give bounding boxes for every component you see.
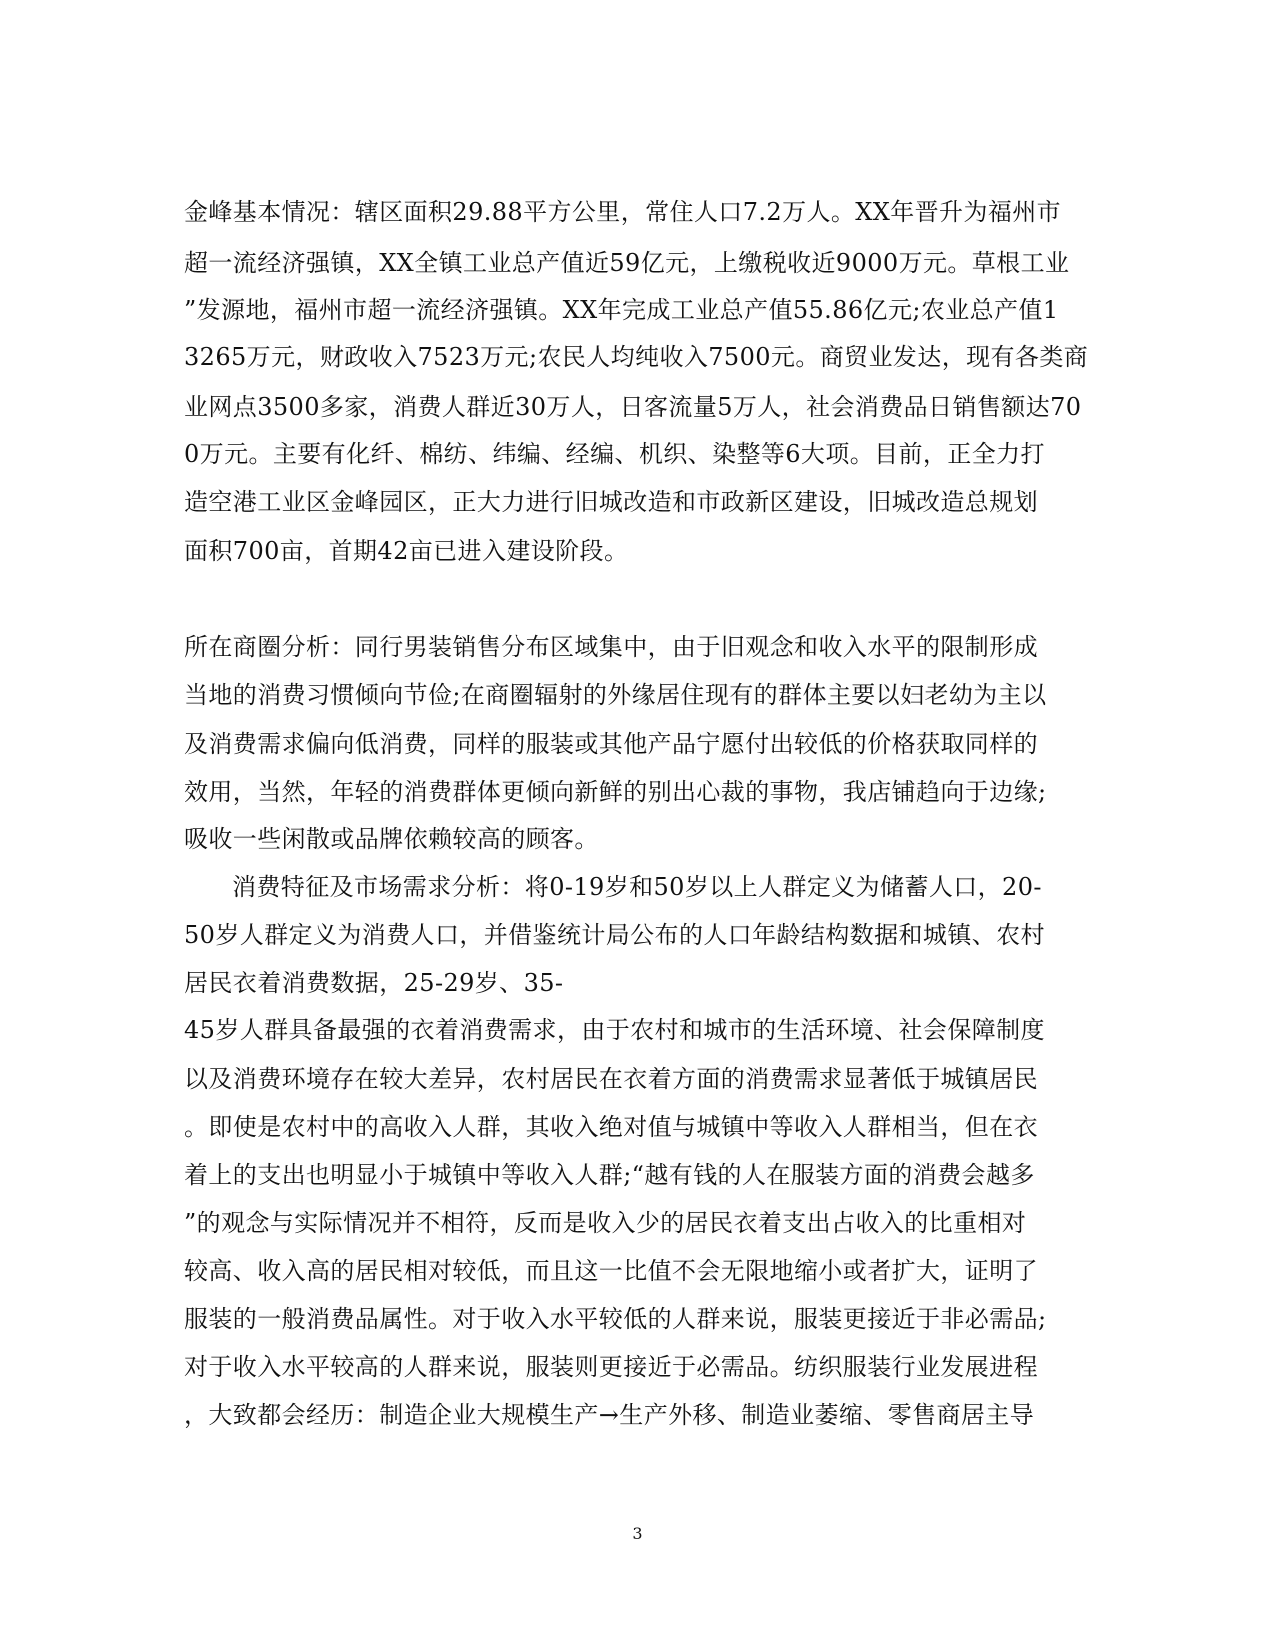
text-line-14: 消费特征及市场需求分析：将0-19岁和50岁以上人群定义为储蓄人口，20- [232, 873, 1042, 901]
text-line-16: 居民衣着消费数据，25-29岁、35- [184, 969, 564, 997]
text-line-12: 效用，当然，年轻的消费群体更倾向新鲜的别出心裁的事物，我店铺趋向于边缘; [184, 778, 1047, 806]
text-line-3: ”发源地，福州市超一流经济强镇。XX年完成工业总产值55.86亿元;农业总产值1 [184, 296, 1059, 324]
page-number: 3 [632, 1524, 643, 1543]
text-line-23: 服装的一般消费品属性。对于收入水平较低的人群来说，服装更接近于非必需品; [184, 1305, 1047, 1333]
text-line-17: 45岁人群具备最强的衣着消费需求，由于农村和城市的生活环境、社会保障制度 [184, 1016, 1045, 1044]
text-line-5: 业网点3500多家，消费人群近30万人，日客流量5万人，社会消费品日销售额达70 [184, 393, 1082, 421]
text-line-15: 50岁人群定义为消费人口，并借鉴统计局公布的人口年龄结构数据和城镇、农村 [184, 921, 1045, 949]
text-line-10: 当地的消费习惯倾向节俭;在商圈辐射的外缘居住现有的群体主要以妇老幼为主以 [184, 681, 1047, 709]
text-line-20: 着上的支出也明显小于城镇中等收入人群;“越有钱的人在服装方面的消费会越多 [184, 1161, 1035, 1189]
text-line-1: 金峰基本情况：辖区面积29.88平方公里，常住人口7.2万人。XX年晋升为福州市 [184, 198, 1062, 226]
text-line-22: 较高、收入高的居民相对较低，而且这一比值不会无限地缩小或者扩大，证明了 [184, 1257, 1038, 1285]
text-line-24: 对于收入水平较高的人群来说，服装则更接近于必需品。纺织服装行业发展进程 [184, 1353, 1038, 1381]
text-line-21: ”的观念与实际情况并不相符，反而是收入少的居民衣着支出占收入的比重相对 [184, 1209, 1027, 1237]
text-line-18: 以及消费环境存在较大差异，农村居民在衣着方面的消费需求显著低于城镇居民 [184, 1065, 1038, 1093]
text-line-4: 3265万元，财政收入7523万元;农民人均纯收入7500元。商贸业发达，现有各类商 [184, 343, 1089, 371]
text-line-11: 及消费需求偏向低消费，同样的服装或其他产品宁愿付出较低的价格获取同样的 [184, 730, 1038, 758]
text-line-25: ，大致都会经历：制造企业大规模生产→生产外移、制造业萎缩、零售商居主导 [184, 1401, 1035, 1429]
text-line-7: 造空港工业区金峰园区，正大力进行旧城改造和市政新区建设，旧城改造总规划 [184, 488, 1038, 516]
text-line-6: 0万元。主要有化纤、棉纺、纬编、经编、机织、染整等6大项。目前，正全力打 [184, 440, 1045, 468]
text-line-8: 面积700亩，首期42亩已进入建设阶段。 [184, 537, 629, 565]
text-line-13: 吸收一些闲散或品牌依赖较高的顾客。 [184, 825, 599, 853]
text-line-19: 。即使是农村中的高收入人群，其收入绝对值与城镇中等收入人群相当，但在衣 [184, 1113, 1038, 1141]
text-line-9: 所在商圈分析：同行男装销售分布区域集中，由于旧观念和收入水平的限制形成 [184, 633, 1038, 661]
text-line-2: 超一流经济强镇，XX全镇工业总产值近59亿元，上缴税收近9000万元。草根工业 [184, 249, 1070, 277]
